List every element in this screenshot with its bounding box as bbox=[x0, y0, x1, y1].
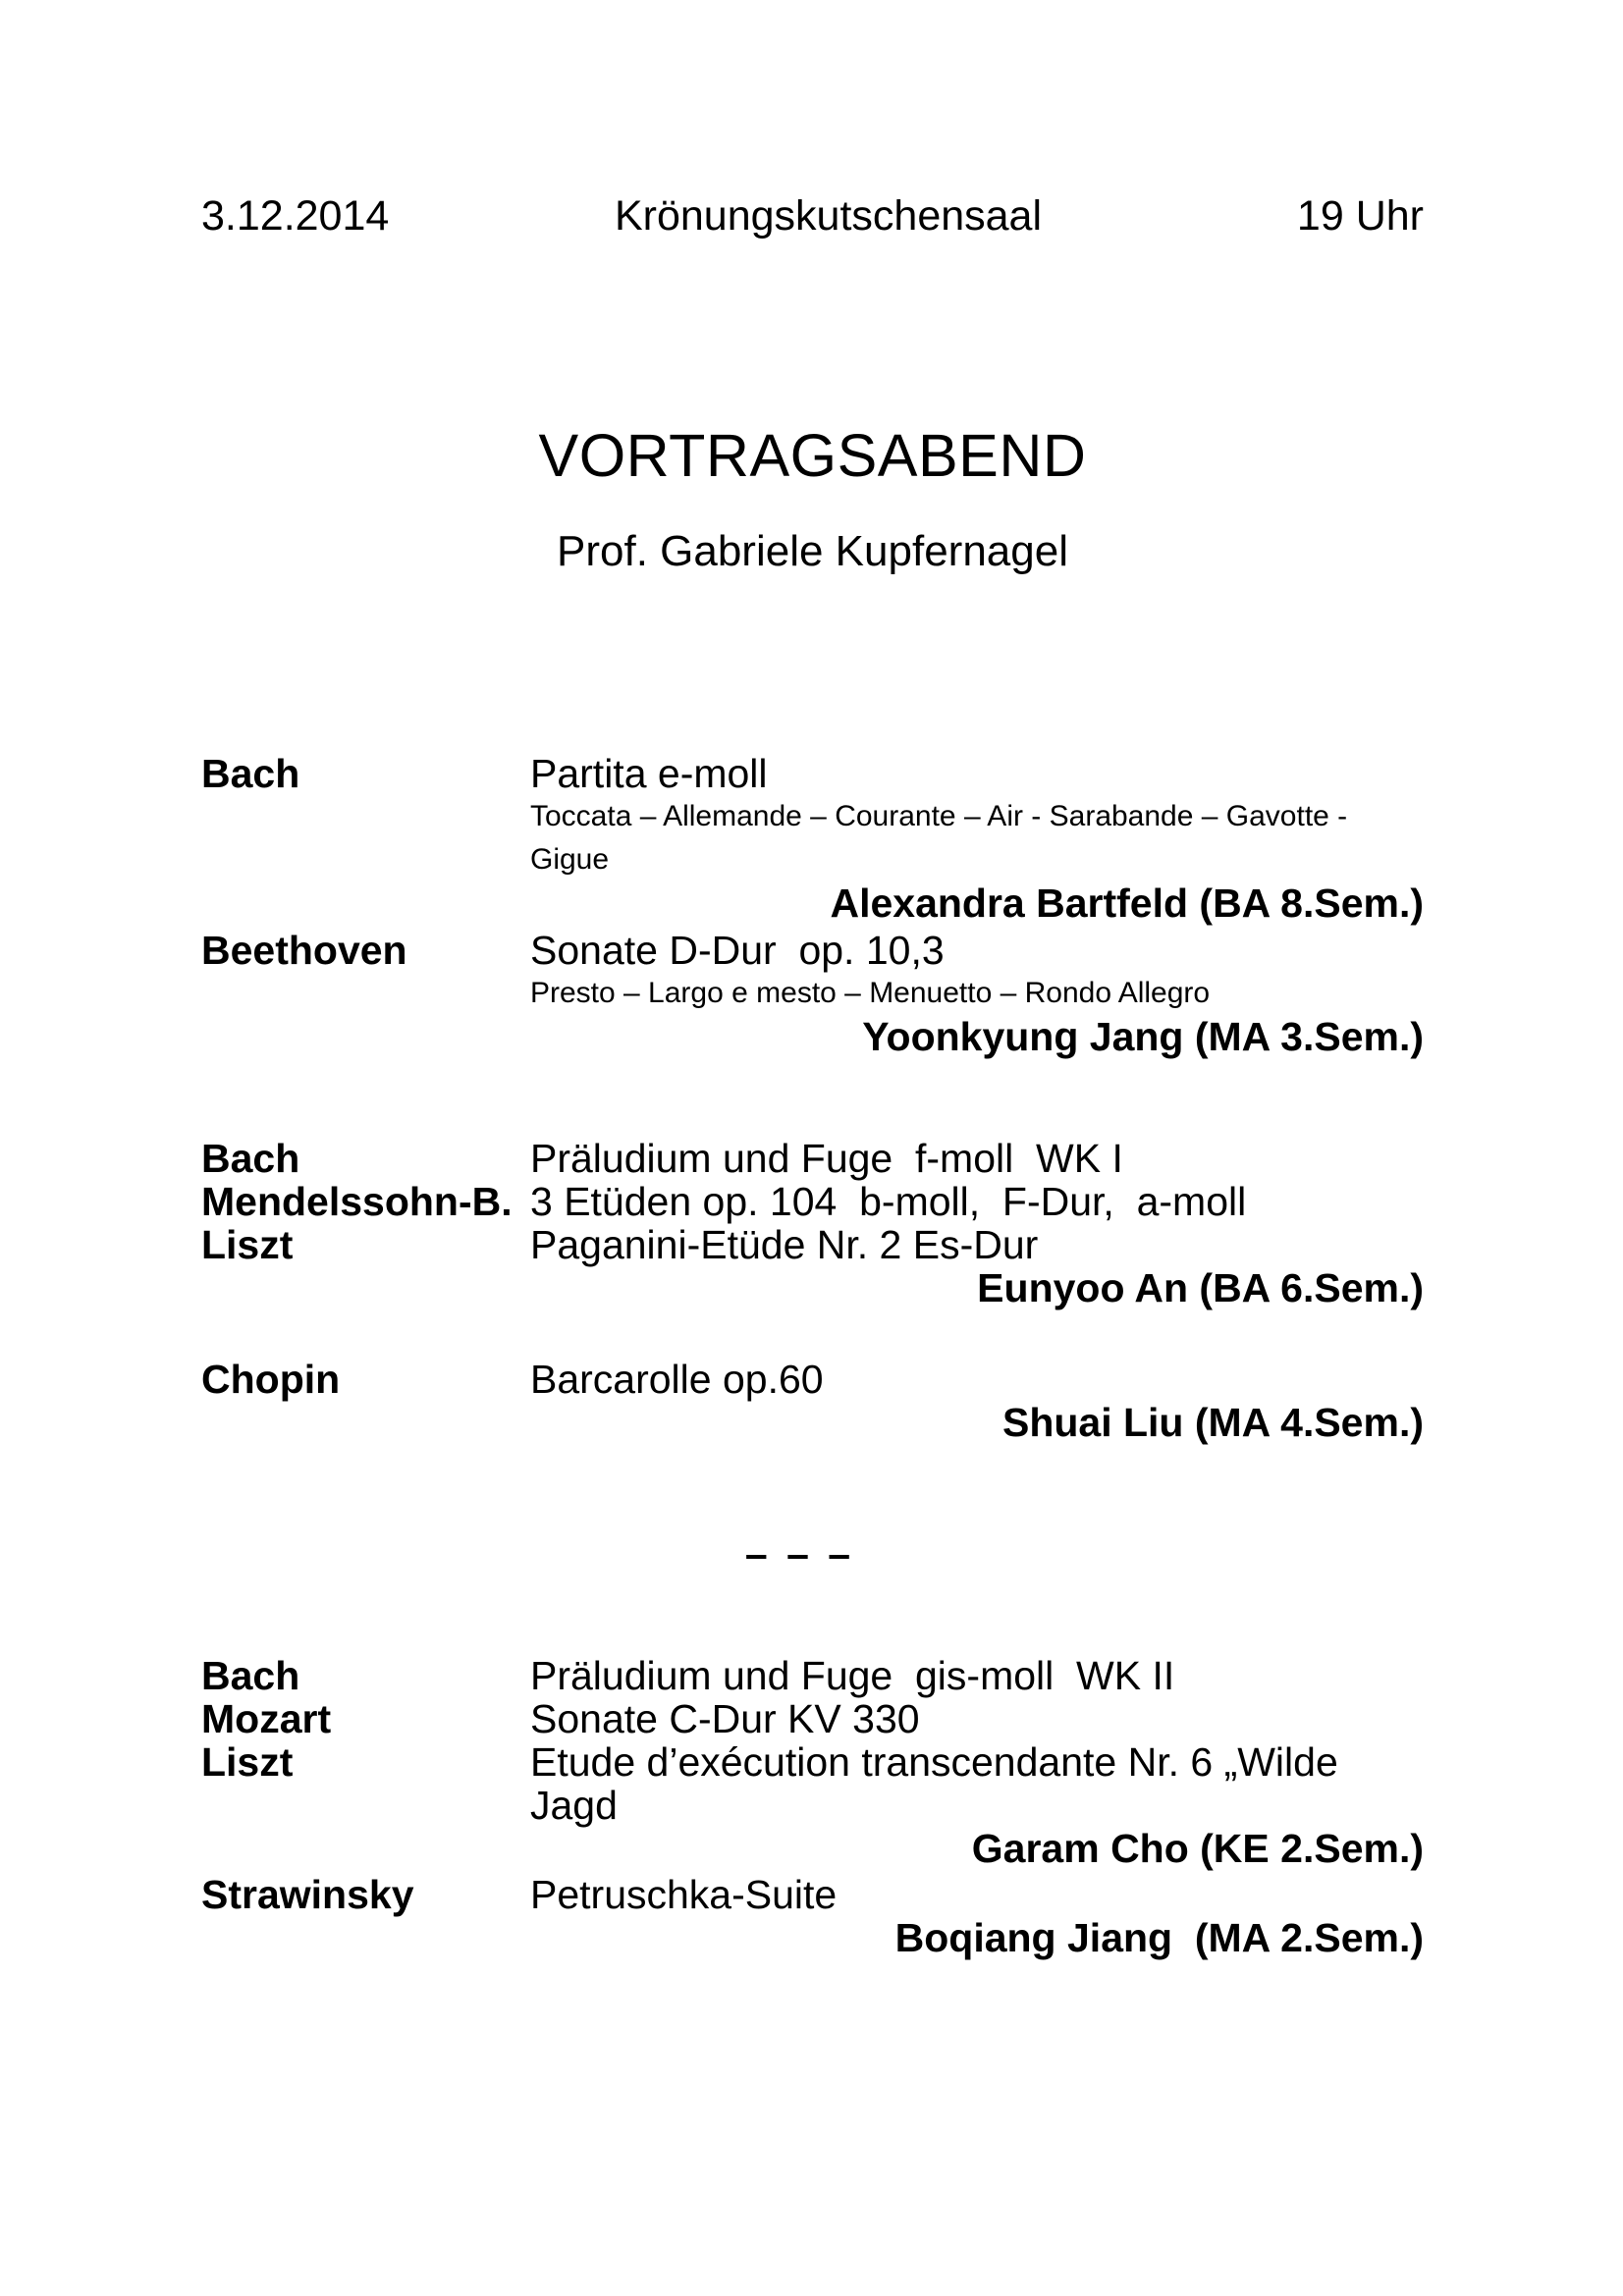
performer-name: Shuai Liu (MA 4.Sem.) bbox=[1001, 1400, 1424, 1445]
program-row bbox=[201, 1873, 1424, 1916]
program-block-5 bbox=[201, 1654, 1424, 1870]
work-title: Sonate C-Dur KV 330 bbox=[530, 1696, 920, 1741]
event-time: 19 Uhr bbox=[1296, 192, 1424, 240]
composer-name: Strawinsky bbox=[201, 1872, 414, 1917]
program-row bbox=[201, 752, 1424, 795]
composer-name: Bach bbox=[201, 751, 300, 796]
performer-name: Boqiang Jiang (MA 2.Sem.) bbox=[894, 1915, 1424, 1960]
composer-name: Mendelssohn-B. bbox=[201, 1179, 513, 1224]
program-row bbox=[201, 1180, 1424, 1223]
composer-name: Chopin bbox=[201, 1357, 341, 1402]
page-title: VORTRAGSABEND bbox=[538, 422, 1087, 489]
composer-name: Beethoven bbox=[201, 928, 407, 973]
movement-list: Toccata – Allemande – Courante – Air - Sarabande – Gavotte - Gigue bbox=[530, 800, 1356, 876]
program-row bbox=[201, 1358, 1424, 1401]
event-venue: Krönungskutschensaal bbox=[614, 192, 1043, 240]
event-date: 3.12.2014 bbox=[201, 192, 390, 240]
work-title: Barcarolle op.60 bbox=[530, 1357, 824, 1402]
program-block-4 bbox=[201, 1358, 1424, 1444]
composer-name: Liszt bbox=[201, 1739, 294, 1785]
work-title: Präludium und Fuge f-moll WK I bbox=[530, 1136, 1123, 1181]
intermission-separator: – – – bbox=[744, 1531, 855, 1576]
work-title: 3 Etüden op. 104 b-moll, F-Dur, a-moll bbox=[530, 1179, 1247, 1224]
composer-name: Bach bbox=[201, 1653, 300, 1698]
work-title: Etude d’exécution transcendante Nr. 6 „Wilde Jagd bbox=[530, 1739, 1350, 1828]
composer-name: Liszt bbox=[201, 1222, 294, 1267]
program-row bbox=[201, 1740, 1424, 1827]
movement-list: Presto – Largo e mesto – Menuetto – Rondo Allegro bbox=[530, 977, 1211, 1009]
program-row bbox=[201, 1697, 1424, 1740]
program-block-6 bbox=[201, 1873, 1424, 1959]
performer-name: Eunyoo An (BA 6.Sem.) bbox=[977, 1265, 1424, 1310]
performer-name: Yoonkyung Jang (MA 3.Sem.) bbox=[862, 1014, 1424, 1059]
composer-name: Bach bbox=[201, 1136, 300, 1181]
program-row bbox=[201, 1223, 1424, 1266]
work-title: Partita e-moll bbox=[530, 751, 768, 796]
work-title: Petruschka-Suite bbox=[530, 1872, 838, 1917]
program-row bbox=[201, 929, 1424, 972]
work-title: Präludium und Fuge gis-moll WK II bbox=[530, 1653, 1175, 1698]
professor-name: Prof. Gabriele Kupfernagel bbox=[557, 527, 1068, 575]
work-title: Sonate D-Dur op. 10,3 bbox=[530, 928, 945, 973]
program-block-2 bbox=[201, 929, 1424, 1058]
performer-name: Garam Cho (KE 2.Sem.) bbox=[971, 1826, 1424, 1871]
composer-name: Mozart bbox=[201, 1696, 332, 1741]
program-row bbox=[201, 1654, 1424, 1697]
performer-name: Alexandra Bartfeld (BA 8.Sem.) bbox=[830, 881, 1424, 926]
program-row bbox=[201, 1137, 1424, 1180]
header-row bbox=[201, 192, 1424, 243]
program-block-1 bbox=[201, 752, 1424, 925]
work-title: Paganini-Etüde Nr. 2 Es-Dur bbox=[530, 1222, 1039, 1267]
program-block-3 bbox=[201, 1137, 1424, 1309]
